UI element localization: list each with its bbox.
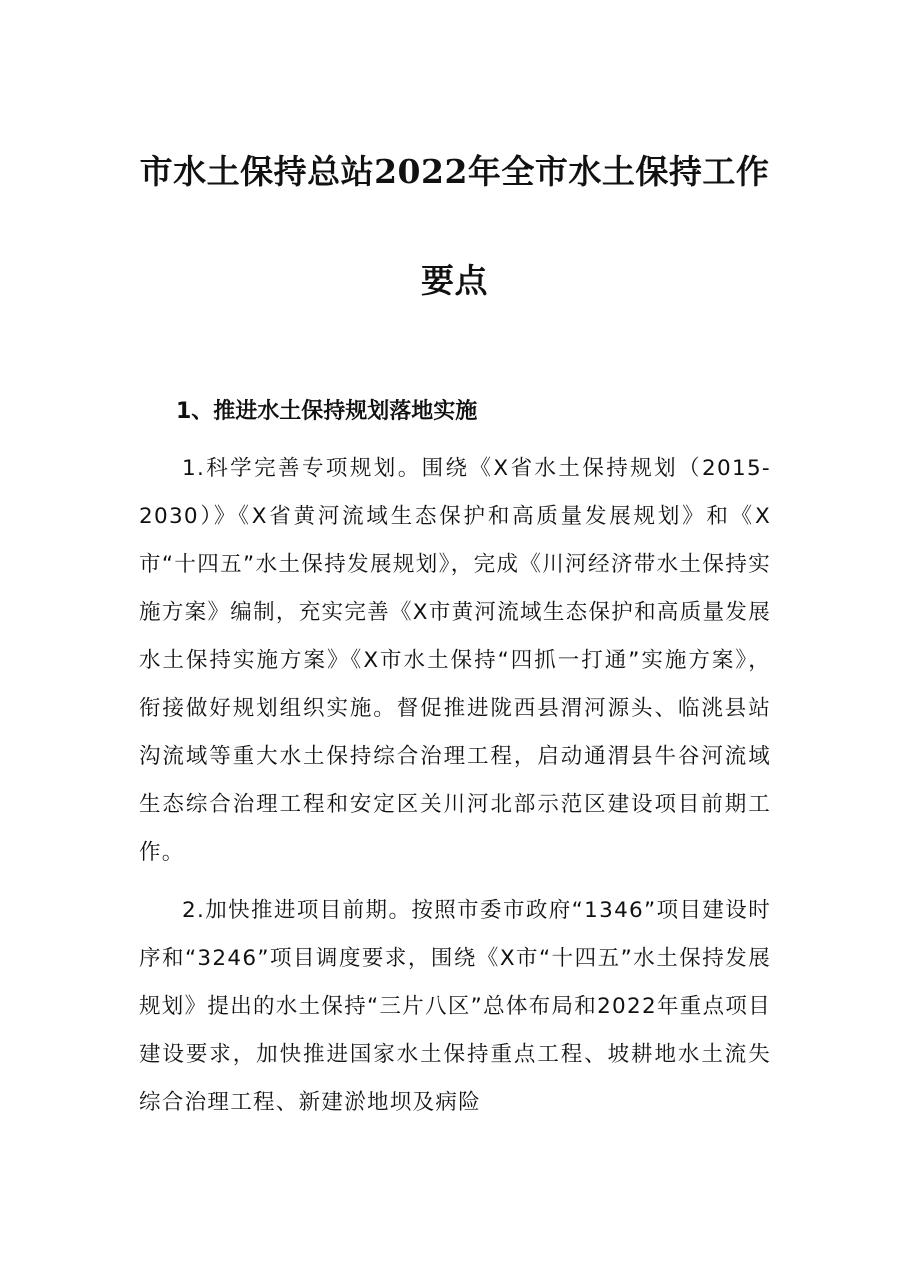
document-title-line1: 市水土保持总站2022年全市水土保持工作 [139,152,770,191]
body-paragraph-1: 1.科学完善专项规划。围绕《X省水土保持规划（2015-2030）》《X省黄河流域生态保护和高质量发展规划》和《X市“十四五”水土保持发展规划》，完成《川河经济带水土保持实施方案》编制，充实完善《X市黄河流域生态保护和高质量发展水土保持实施方案》《X市水土保持“四抓一打通”实施方案》，衔接做好规划组织实施。督促推进陇西县渭河源头、临洮县站沟流域等重大水土保持综合治理工程，启动通渭县牛谷河流域生态综合治理工程和安定区关川河北部示范区建设项目前期工作。 [139,456,771,865]
body-paragraph-2: 2.加快推进项目前期。按照市委市政府“1346”项目建设时序和“3246”项目调度要求，围绕《X市“十四五”水土保持发展规划》提出的水土保持“三片八区”总体布局和2022年重点项目建设要求，加快推进国家水土保持重点工程、坡耕地水土流失综合治理工程、新建淤地坝及病险 [139,898,771,1115]
document-title-line2: 要点 [421,261,488,300]
section-heading-1: 1、推进水土保持规划落地实施 [176,399,478,424]
